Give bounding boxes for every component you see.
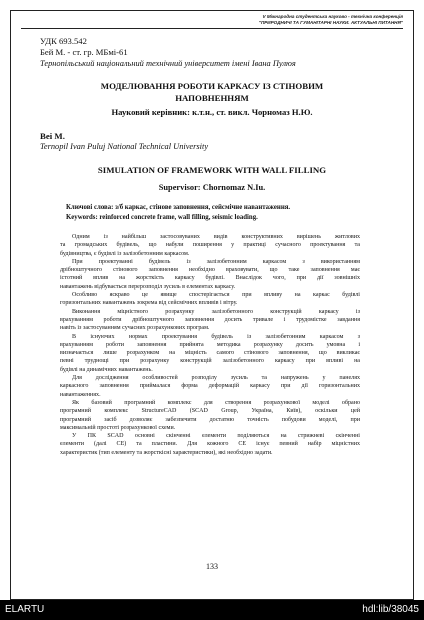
paragraph-line: горизонтальних навантажень зокрема від сейсмічних впливів і вітру. <box>60 300 238 307</box>
paragraph-line: певні труднощі при розрахунку конструкцій залізобетонного каркасу при впливі на <box>60 358 360 365</box>
keywords-block <box>66 203 290 222</box>
title-english: SIMULATION OF FRAMEWORK WITH WALL FILLING <box>97 165 327 175</box>
paragraph-line: характеристик (тип елементу та жорсткісні характеристики), які необхідно задати. <box>60 449 273 456</box>
conference-header-line2: "ПРИРОДНИЧІ ТА ГУМАНІТАРНІ НАУКИ. АКТУАЛЬНІ ПИТАННЯ" <box>258 19 403 25</box>
paragraph-line: Як базовий програмний комплекс для створення розрахункової моделі обрано <box>72 399 360 406</box>
paragraph-line: будівництва, є будівлі із залізобетонним каркасом. <box>60 250 190 257</box>
paragraph-line: та громадських будівель, що набули поширення у практиці сучасного проектування та <box>60 242 360 249</box>
affiliation-ukrainian: Тернопільський національний технічний університет імені Івана Пулюя <box>40 59 296 68</box>
body-paragraph <box>60 432 360 457</box>
paragraph-line: елементи (далі СЕ) та пластини. Для кожного СЕ існує певний набір міцністних <box>60 441 360 448</box>
body-paragraph <box>60 308 360 333</box>
paragraph-line: будівлі на динамічних навантажень. <box>60 366 153 373</box>
paragraph-line: врахуванням роботи заповнення прийнята методика розрахунку досить умовна і <box>60 341 360 348</box>
paragraph-line: програмний комплекс StructureCAD (SCAD Group, Україна, Київ), оскільки цей <box>60 408 360 415</box>
paragraph-line: навантаженнях. <box>60 391 101 398</box>
paragraph-line: дрібноштучного стінового заповнення необхідно враховувати, що таке заповнення має <box>60 267 360 274</box>
body-paragraph <box>60 258 360 291</box>
paragraph-line: При проектуванні будівель із залізобетонним каркасом з використанням <box>72 258 360 265</box>
paragraph-line: Виконання міцністного розрахунку залізобетонного конструкцій каркасу із <box>72 308 360 315</box>
body-paragraph <box>60 333 360 374</box>
paragraph-line: навіть із застосуванням сучасних розрахункових програм. <box>60 325 210 332</box>
page-number: 133 <box>206 562 218 571</box>
supervisor-ukrainian: Науковий керівник: к.т.н., ст. викл. Чорномаз Н.Ю. <box>111 107 313 117</box>
footer-handle-link[interactable]: hdl:lib/38045 <box>362 604 419 615</box>
affiliation-english: Ternopil Ivan Puluj National Technical University <box>40 142 209 151</box>
conference-header-line1: V Міжнародна студентська науково - технічна конференція <box>262 14 403 19</box>
keywords-ukrainian: Ключові слова: з/б каркас, стінове заповнення, сейсмічне навантаження. <box>66 204 291 211</box>
body-paragraph <box>60 399 360 432</box>
paragraph-line: врахуванням роботи дрібноштучного заповнення досить тривале і трудомістке завдання <box>60 316 360 323</box>
udc-code: УДК 693.542 <box>40 36 87 46</box>
author-english: Bei M. <box>40 131 65 141</box>
supervisor-english: Supervisor: Chornomaz N.Iu. <box>158 183 266 192</box>
conference-header <box>153 14 403 25</box>
paragraph-line: У ПК SCAD основні скінченні елементи поділяються на стрижневі скінченні <box>72 433 360 440</box>
title-ukrainian-line2: НАПОВНЕННЯМ <box>175 93 249 103</box>
paragraph-line: визначається лише розрахунком на міцність самого стінового заповнення, що викликає <box>60 350 360 357</box>
footer-repository-name: ELARTU <box>5 604 45 615</box>
paragraph-line: Для дослідження особливостей розподілу зусиль та напружень у панелях <box>72 375 360 382</box>
header-rule <box>21 28 403 29</box>
paragraph-line: Одним із найбільш застосовуваних видів конструктивних вирішень житлових <box>72 234 360 240</box>
title-ukrainian-line1: МОДЕЛЮВАННЯ РОБОТИ КАРКАСУ ІЗ СТІНОВИМ <box>100 81 324 91</box>
paragraph-line: навантажень відбувається перерозподіл зусиль в елементах каркасу. <box>60 283 236 290</box>
paragraph-line: програмний засіб дозволяє забезпечити достатню точність побудови моделі, при <box>60 416 360 423</box>
body-paragraph <box>60 374 360 399</box>
author-ukrainian: Бей М. - ст. гр. МБмі-61 <box>40 47 128 57</box>
body-text <box>60 233 360 457</box>
body-paragraph <box>60 233 360 258</box>
paragraph-line: максимальній простоті розрахункової схеми. <box>60 424 176 431</box>
paragraph-line: каркасного заповнення приймалася форма деформацій каркасу при дії горизонтальних <box>60 383 360 390</box>
title-ukrainian <box>40 80 384 104</box>
paragraph-line: Особливо яскраво це явище спостерігається при впливу на каркас будівлі <box>72 292 360 299</box>
paragraph-line: істотний вплив на жорсткість каркасу будівлі. Внаслідок чого, при дії зовнішніх <box>60 275 360 282</box>
keywords-english: Keywords: reinforced concrete frame, wall filling, seismic loading. <box>66 213 258 221</box>
body-paragraph <box>60 291 360 308</box>
footer-bar <box>0 600 424 620</box>
paragraph-line: В існуючих нормах проектування будівель із залізобетонним каркасом з <box>72 333 360 340</box>
